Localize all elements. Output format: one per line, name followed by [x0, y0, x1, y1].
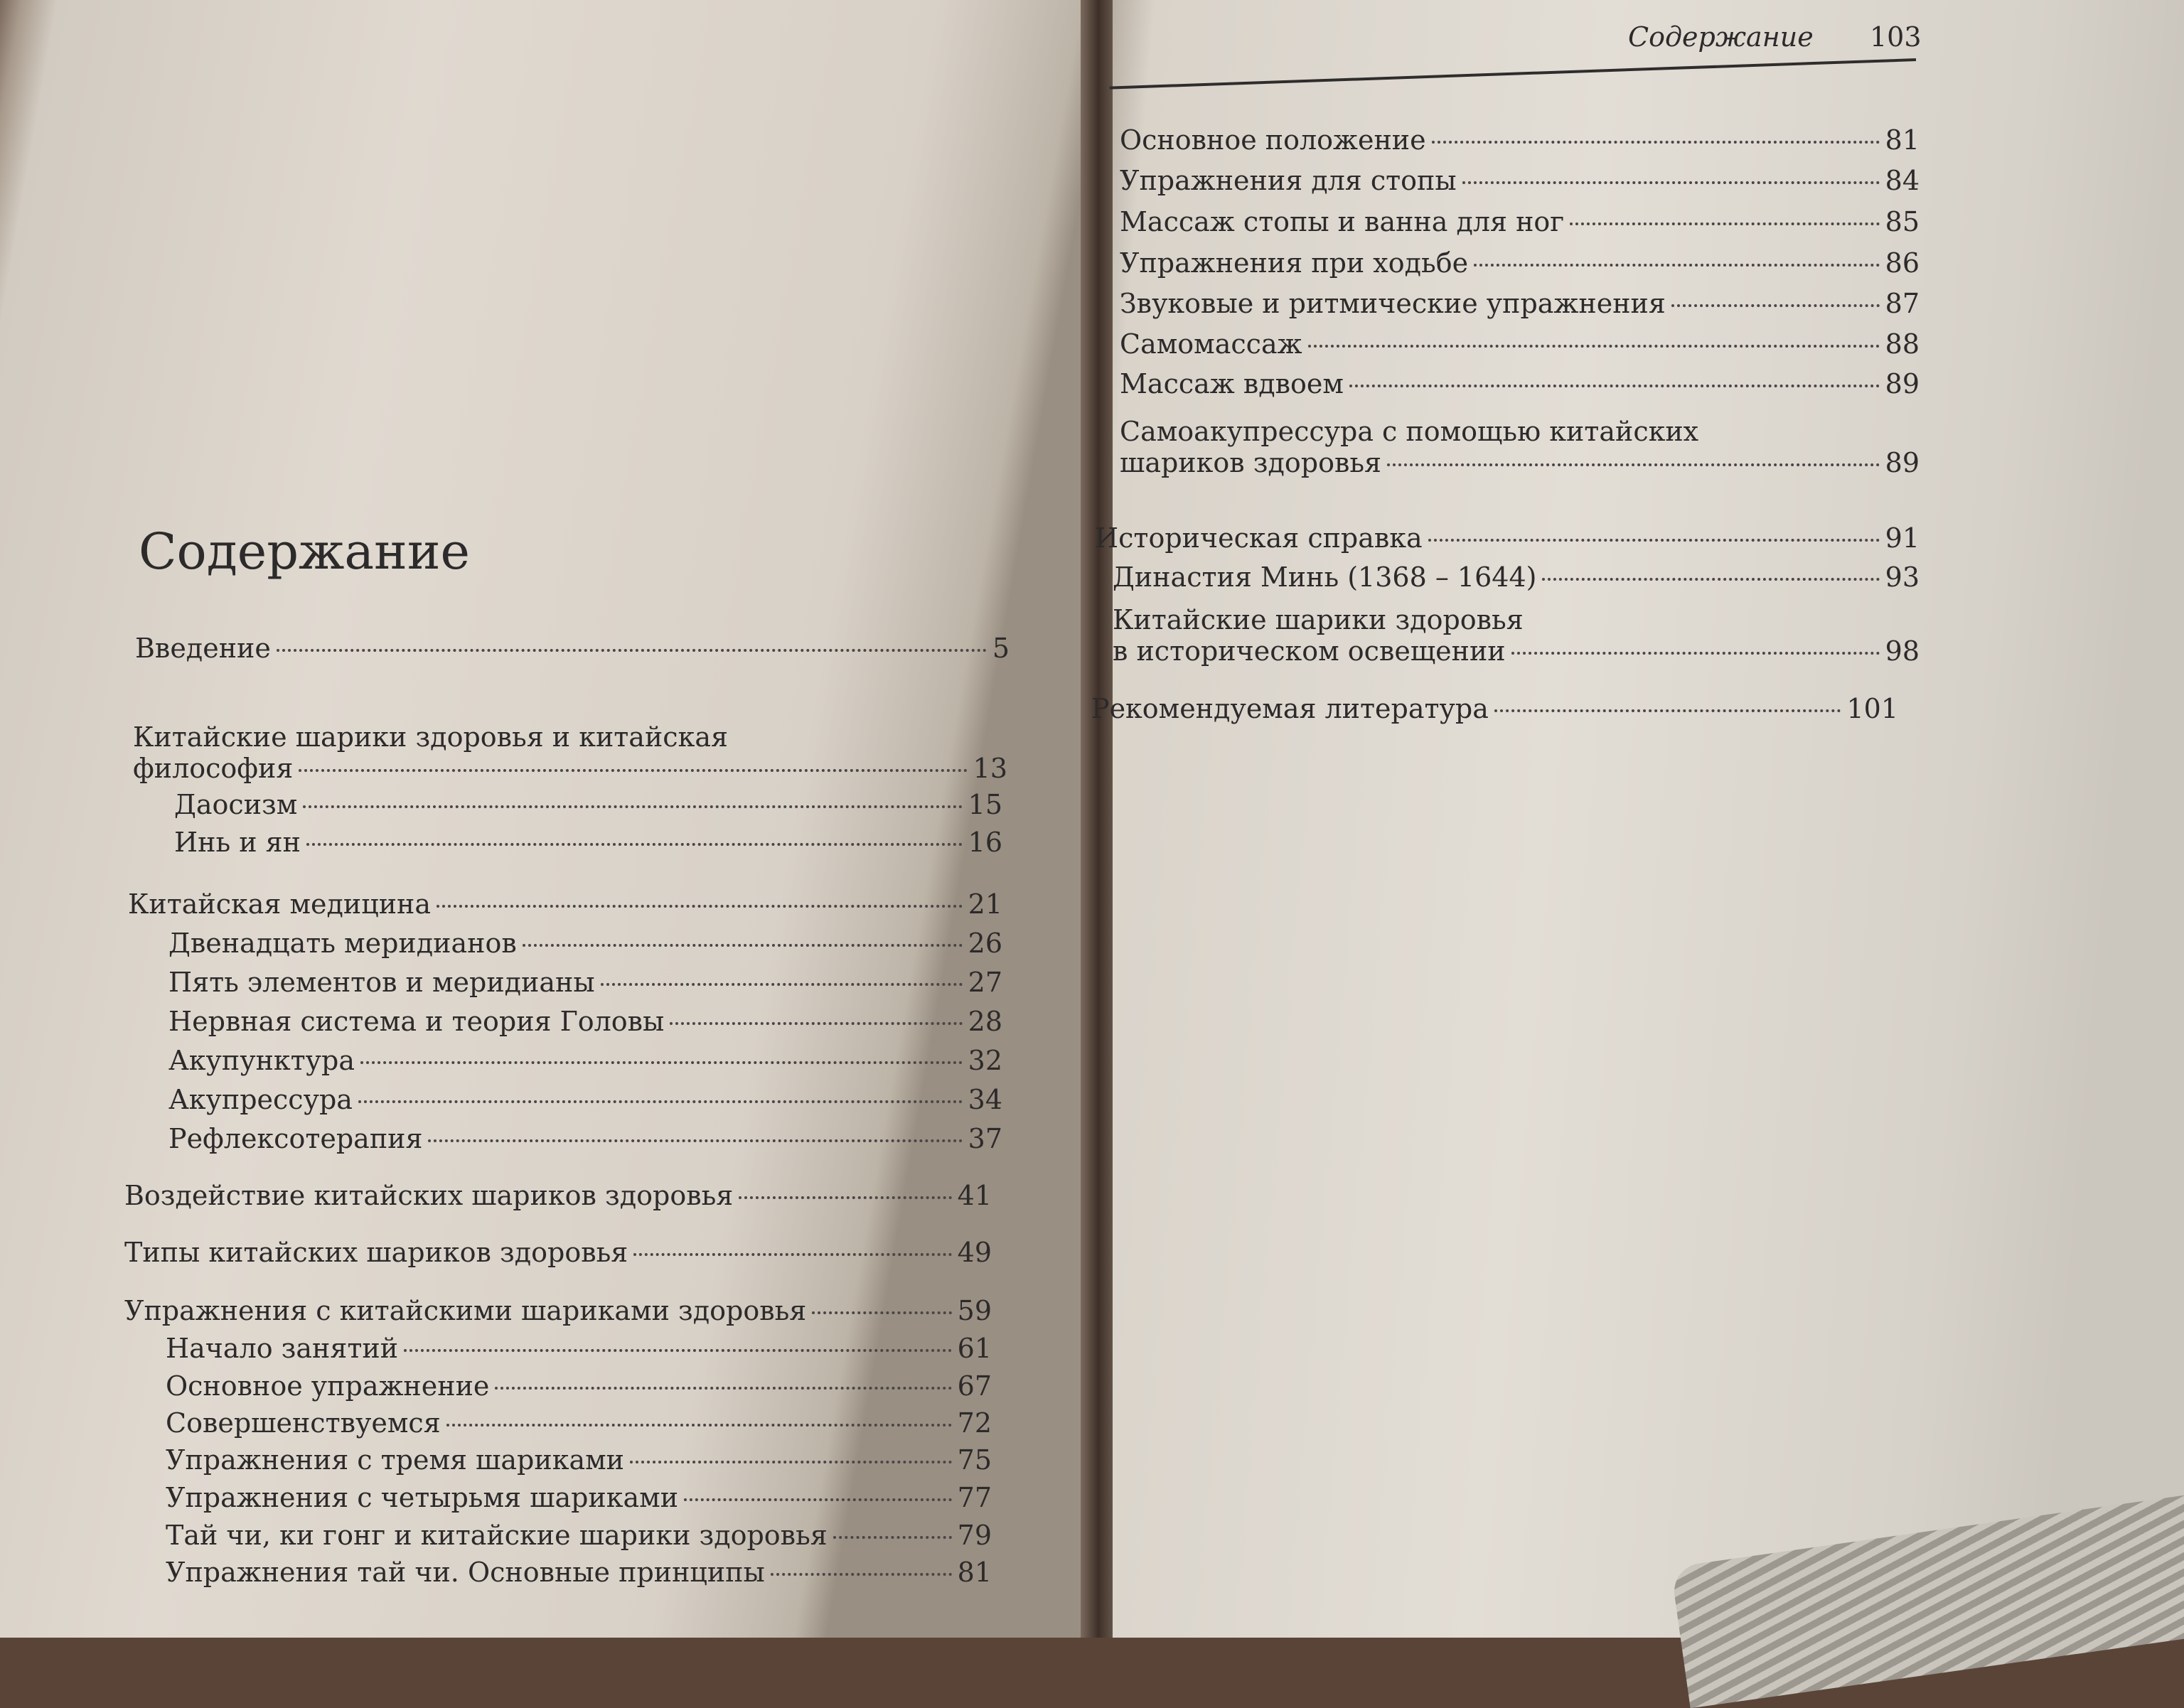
book-spine — [1081, 0, 1116, 1638]
toc-entry: Массаж стопы и ванна для ног 85 — [1120, 206, 1920, 237]
toc-entry: Китайская медицина 21 — [128, 888, 1002, 920]
toc-entry: Двенадцать меридианов 26 — [168, 928, 1002, 959]
toc-entry: Пять элементов и меридианы 27 — [168, 967, 1002, 998]
toc-entry: Основное упражнение 67 — [166, 1370, 992, 1402]
running-head: Содержание — [1628, 21, 1814, 53]
toc-entry: Упражнения с четырьмя шариками 77 — [166, 1482, 992, 1513]
toc-entry: Упражнения при ходьбе 86 — [1120, 247, 1920, 279]
toc-entry: Упражнения с китайскими шариками здоровья 59 — [124, 1295, 992, 1326]
toc-entry: Массаж вдвоем 89 — [1120, 368, 1920, 399]
toc-entry: Даосизм 15 — [174, 789, 1002, 820]
toc-entry: Введение 5 — [135, 633, 1010, 664]
toc-entry: Инь и ян 16 — [174, 827, 1002, 858]
toc-entry: Китайские шарики здоровья в историческом освещении 98 — [1113, 604, 1920, 667]
toc-entry: Упражнения для стопы 84 — [1120, 165, 1920, 196]
toc-entry: Упражнения тай чи. Основные принципы 81 — [166, 1557, 992, 1588]
toc-entry: Звуковые и ритмические упражнения 87 — [1120, 288, 1920, 319]
toc-entry: Китайские шарики здоровья и китайская философия 13 — [133, 721, 1007, 784]
toc-entry: Акупрессура 34 — [168, 1084, 1002, 1115]
toc-entry: Совершенствуемся 72 — [166, 1407, 992, 1439]
toc-entry: Тай чи, ки гонг и китайские шарики здоровья 79 — [166, 1520, 992, 1551]
toc-entry: Самоакупрессура с помощью китайских шариков здоровья 89 — [1120, 416, 1920, 478]
toc-entry: Историческая справка 91 — [1095, 522, 1920, 554]
right-page — [1113, 0, 2184, 1638]
toc-entry: Основное положение 81 — [1120, 124, 1920, 156]
toc-entry: Акупунктура 32 — [168, 1045, 1002, 1076]
toc-entry: Воздействие китайских шариков здоровья 41 — [124, 1180, 992, 1211]
toc-heading: Содержание — [139, 522, 470, 581]
toc-entry: Самомассаж 88 — [1120, 328, 1920, 360]
toc-entry: Нервная система и теория Головы 28 — [168, 1006, 1002, 1037]
toc-entry: Упражнения с тремя шариками 75 — [166, 1444, 992, 1476]
toc-entry: Рефлексотерапия 37 — [168, 1123, 1002, 1154]
toc-entry: Начало занятий 61 — [166, 1333, 992, 1364]
toc-entry: Династия Минь (1368 – 1644) 93 — [1113, 562, 1920, 593]
toc-entry: Рекомендуемая литература 101 — [1091, 693, 1898, 724]
toc-entry: Типы китайских шариков здоровья 49 — [124, 1237, 992, 1268]
page-number: 103 — [1870, 21, 1922, 53]
